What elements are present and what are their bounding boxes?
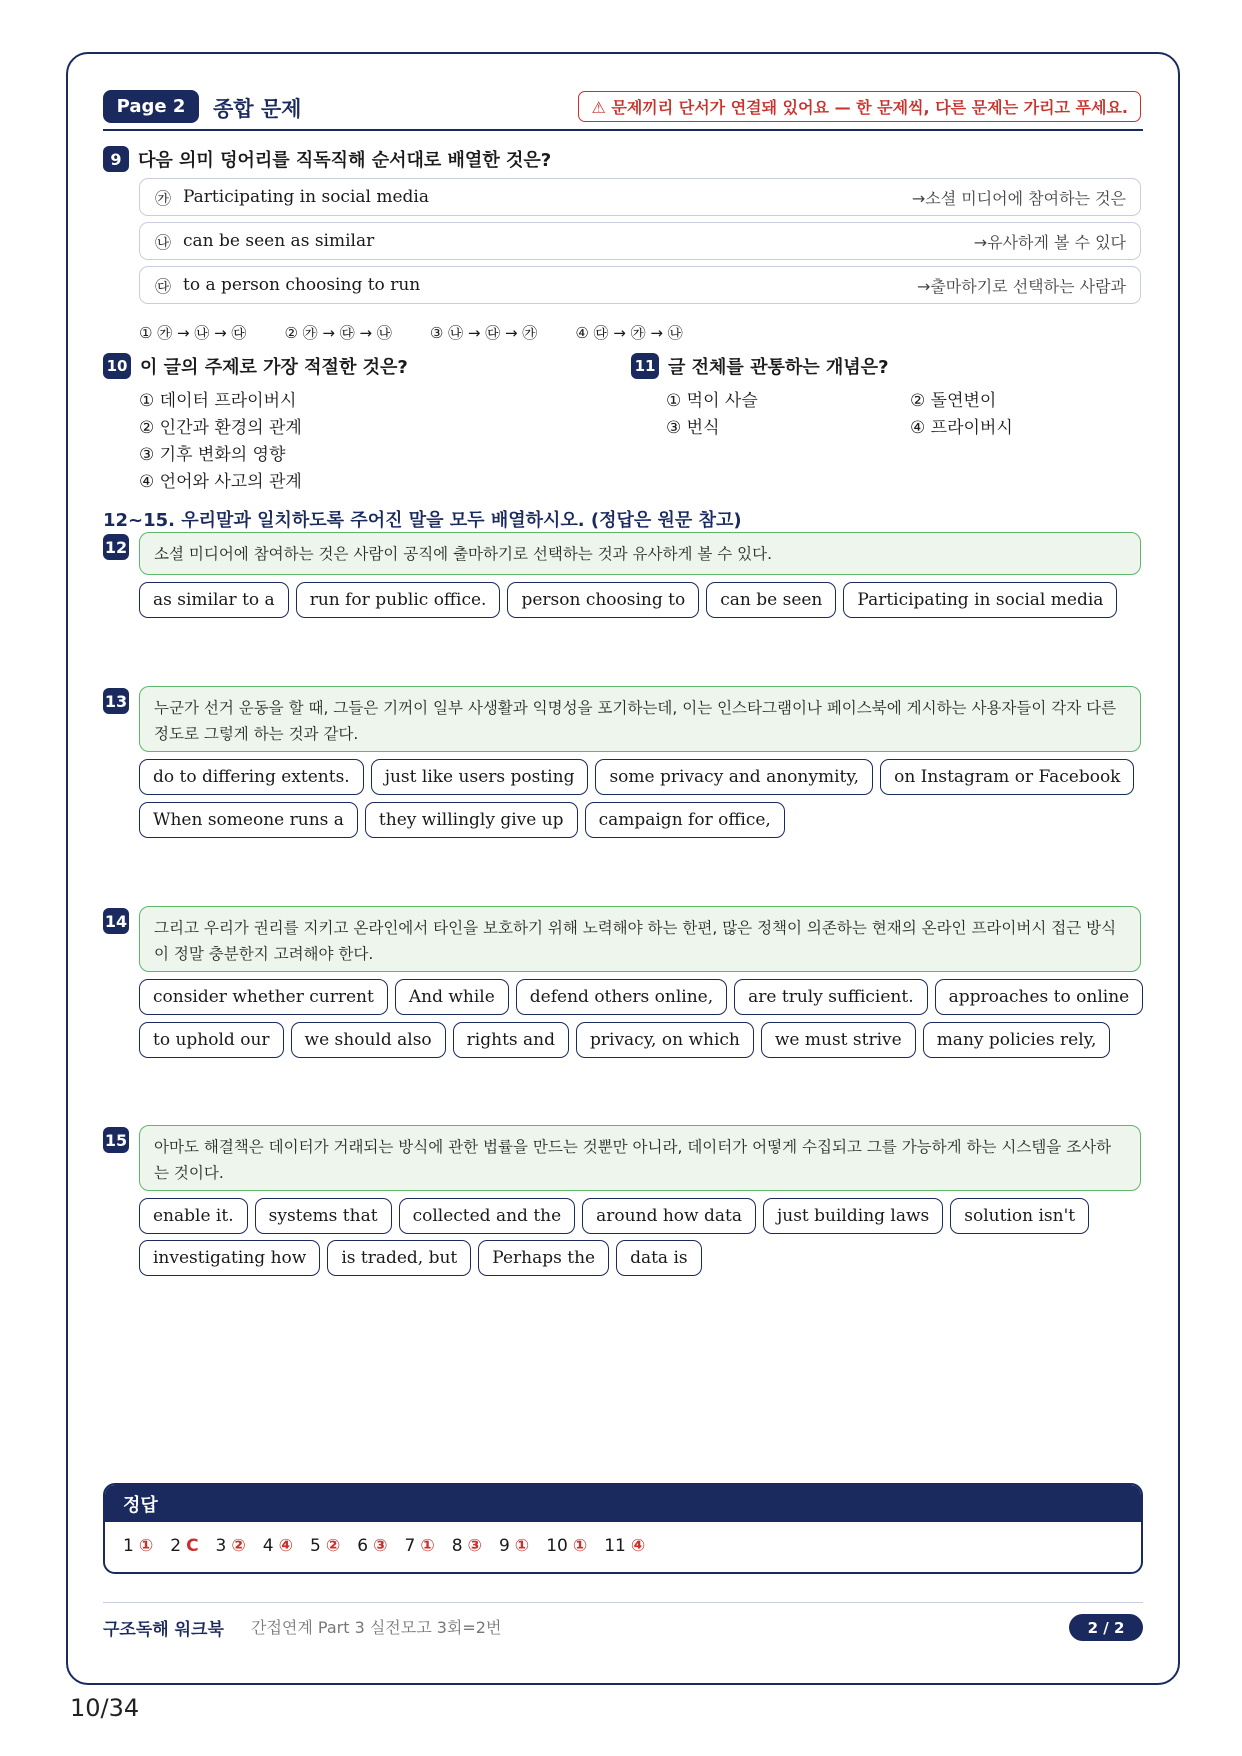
word-tile[interactable]: solution isn't — [950, 1198, 1089, 1234]
q12-number: 12 — [103, 534, 129, 560]
answer-list — [105, 1522, 1141, 1556]
q10-number: 10 — [103, 353, 131, 379]
answer-item: 2 C — [170, 1536, 199, 1556]
q9-chunk-row — [139, 266, 1141, 304]
word-tile[interactable]: Perhaps the — [478, 1240, 609, 1276]
word-tile[interactable]: we must strive — [761, 1022, 916, 1058]
word-tile[interactable]: are truly sufficient. — [734, 979, 927, 1015]
q15-tile-row — [139, 1198, 1089, 1234]
word-tile[interactable]: data is — [616, 1240, 702, 1276]
q13-number: 13 — [103, 688, 129, 714]
word-tile[interactable]: When someone runs a — [139, 802, 358, 838]
q9-text: 다음 의미 덩어리를 직독직해 순서대로 배열한 것은? — [138, 150, 552, 171]
q14-tile-row — [139, 1022, 1110, 1058]
chunk-english: can be seen as similar — [183, 231, 375, 251]
q14-number: 14 — [103, 908, 129, 934]
chunk-korean: →출마하기로 선택하는 사람과 — [916, 276, 1126, 296]
q13-tile-row — [139, 802, 785, 838]
chunk-english: to a person choosing to run — [183, 275, 421, 295]
word-tile[interactable]: consider whether current — [139, 979, 388, 1015]
workbook-subtitle: 간접연계 Part 3 실전모고 3회=2번 — [251, 1618, 502, 1637]
q12-tile-row — [139, 582, 1117, 618]
chunk-mark: ㉮ — [155, 188, 172, 208]
word-tile[interactable]: around how data — [582, 1198, 756, 1234]
chunk-mark: ㉯ — [155, 232, 172, 252]
word-tile[interactable]: just building laws — [763, 1198, 943, 1234]
word-tile[interactable]: investigating how — [139, 1240, 320, 1276]
chunk-korean: →소셜 미디어에 참여하는 것은 — [911, 188, 1126, 208]
word-tile[interactable]: person choosing to — [507, 582, 699, 618]
q10-option[interactable]: ④ 언어와 사고의 관계 — [139, 472, 302, 492]
q11-number: 11 — [631, 353, 659, 379]
page-indicator: 2 / 2 — [1069, 1614, 1143, 1641]
q9-option[interactable]: ③ ㉯ → ㉰ → ㉮ — [429, 324, 538, 342]
q11-question — [631, 353, 889, 379]
q9-question — [103, 146, 551, 172]
q13-korean-box: 누군가 선거 운동을 할 때, 그들은 기꺼이 일부 사생활과 익명성을 포기하는데, 이는 인스타그램이나 페이스북에 게시하는 사용자들이 각자 다른 정도로 그렇게 하는 것과 같다. — [139, 686, 1141, 752]
answer-key — [103, 1483, 1143, 1574]
q9-option[interactable]: ② ㉮ → ㉰ → ㉯ — [284, 324, 392, 342]
word-tile[interactable]: is traded, but — [327, 1240, 471, 1276]
q9-chunk-row — [139, 178, 1141, 216]
q10-question — [103, 353, 408, 379]
page-footer — [103, 1602, 1143, 1640]
chunk-mark: ㉰ — [155, 276, 172, 296]
word-tile[interactable]: they willingly give up — [365, 802, 578, 838]
q9-chunk-row — [139, 222, 1141, 260]
word-tile[interactable]: enable it. — [139, 1198, 248, 1234]
word-tile[interactable]: And while — [395, 979, 509, 1015]
q9-number: 9 — [103, 146, 129, 172]
q11-option[interactable]: ③ 번식 — [666, 418, 720, 438]
word-tile[interactable]: rights and — [453, 1022, 569, 1058]
chunk-korean: →유사하게 볼 수 있다 — [973, 232, 1126, 252]
q13-tile-row — [139, 759, 1134, 795]
answer-item: 7 ① — [404, 1536, 435, 1556]
q12-korean-box: 소셜 미디어에 참여하는 것은 사람이 공직에 출마하기로 선택하는 것과 유사하게 볼 수 있다. — [139, 532, 1141, 575]
answer-item: 9 ① — [498, 1536, 530, 1556]
answer-key-title: 정답 — [105, 1485, 1141, 1522]
word-tile[interactable]: to uphold our — [139, 1022, 284, 1058]
q11-option[interactable]: ② 돌연변이 — [910, 391, 997, 411]
word-tile[interactable]: we should also — [291, 1022, 446, 1058]
q15-korean-box: 아마도 해결책은 데이터가 거래되는 방식에 관한 법률을 만드는 것뿐만 아니라, 데이터가 어떻게 수집되고 그를 가능하게 하는 시스템을 조사하는 것이다. — [139, 1125, 1141, 1191]
q11-text: 글 전체를 관통하는 개념은? — [668, 357, 889, 378]
workbook-title: 구조독해 워크북 — [103, 1620, 224, 1640]
word-tile[interactable]: as similar to a — [139, 582, 289, 618]
word-tile[interactable]: Participating in social media — [843, 582, 1117, 618]
answer-item: 4 ④ — [262, 1536, 294, 1556]
page-header — [103, 89, 1143, 131]
answer-item: 11 ④ — [604, 1536, 646, 1556]
answer-item: 1 ① — [123, 1536, 154, 1556]
q14-korean-box: 그리고 우리가 권리를 지키고 온라인에서 타인을 보호하기 위해 노력해야 하는 한편, 많은 정책이 의존하는 현재의 온라인 프라이버시 접근 방식이 정말 충분한지 고려해야 한다. — [139, 906, 1141, 972]
chunk-english: Participating in social media — [183, 187, 430, 207]
word-tile[interactable]: systems that — [255, 1198, 392, 1234]
word-tile[interactable]: can be seen — [706, 582, 836, 618]
section-title: 종합 문제 — [213, 97, 302, 121]
word-tile[interactable]: collected and the — [399, 1198, 576, 1234]
arrangement-instruction: 12~15. 우리말과 일치하도록 주어진 말을 모두 배열하시오. (정답은 원문 참고) — [103, 510, 742, 531]
word-tile[interactable]: many policies rely, — [923, 1022, 1111, 1058]
answer-item: 5 ② — [310, 1536, 341, 1556]
q10-option[interactable]: ② 인간과 환경의 관계 — [139, 418, 302, 438]
q11-option[interactable]: ④ 프라이버시 — [910, 418, 1013, 438]
word-tile[interactable]: run for public office. — [296, 582, 501, 618]
q10-option[interactable]: ③ 기후 변화의 영향 — [139, 445, 286, 465]
page-label: Page 2 — [103, 90, 199, 123]
word-tile[interactable]: defend others online, — [516, 979, 727, 1015]
warning-text: ⚠ 문제끼리 단서가 연결돼 있어요 — 한 문제씩, 다른 문제는 가리고 푸세요. — [591, 98, 1128, 117]
q10-option[interactable]: ① 데이터 프라이버시 — [139, 391, 297, 411]
q9-options — [139, 322, 683, 343]
q10-text: 이 글의 주제로 가장 적절한 것은? — [140, 357, 408, 378]
word-tile[interactable]: some privacy and anonymity, — [595, 759, 873, 795]
word-tile[interactable]: just like users posting — [371, 759, 589, 795]
word-tile[interactable]: on Instagram or Facebook — [880, 759, 1134, 795]
q15-tile-row — [139, 1240, 702, 1276]
word-tile[interactable]: do to differing extents. — [139, 759, 364, 795]
q15-number: 15 — [103, 1127, 129, 1153]
warning-banner — [578, 91, 1141, 122]
word-tile[interactable]: privacy, on which — [576, 1022, 754, 1058]
document-page-number: 10/34 — [70, 1694, 140, 1722]
q14-tile-row — [139, 979, 1143, 1015]
q9-option[interactable]: ① ㉮ → ㉯ → ㉰ — [139, 324, 247, 342]
word-tile[interactable]: approaches to online — [935, 979, 1144, 1015]
answer-item: 6 ③ — [357, 1536, 388, 1556]
q11-option[interactable]: ① 먹이 사슬 — [666, 391, 758, 411]
answer-item: 10 ① — [546, 1536, 588, 1556]
word-tile[interactable]: campaign for office, — [585, 802, 785, 838]
q9-option[interactable]: ④ ㉰ → ㉮ → ㉯ — [575, 324, 683, 342]
answer-item: 3 ② — [215, 1536, 246, 1556]
answer-item: 8 ③ — [451, 1536, 482, 1556]
